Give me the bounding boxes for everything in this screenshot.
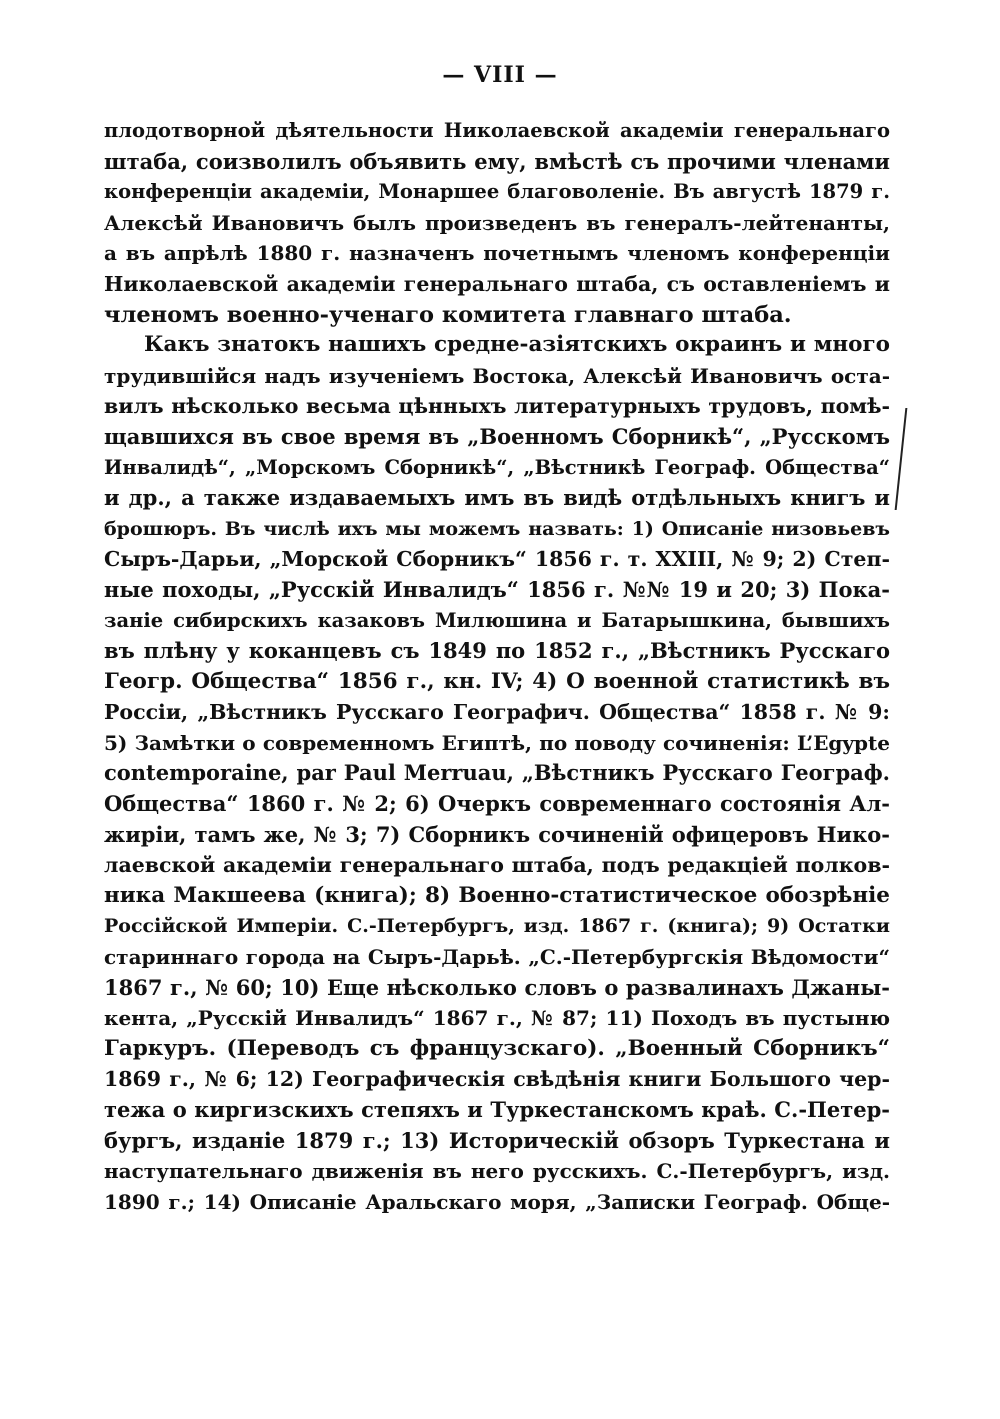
- text-line: Общества“ 1860 г. № 2; 6) Очеркъ современнаго состоянія Ал-: [104, 791, 890, 817]
- text-line: ные походы, „Русскій Инвалидъ“ 1856 г. №№ 19 и 20; 3) Пока-: [104, 576, 890, 602]
- text-line: Алексѣй Ивановичъ былъ произведенъ въ генералъ-лейтенанты,: [104, 210, 890, 235]
- margin-line-mark: [895, 408, 912, 510]
- text-line: трудившійся надъ изученіемъ Востока, Алексѣй Ивановичъ оста-: [104, 363, 890, 388]
- text-line: Геогр. Общества“ 1856 г., кн. IV; 4) О военной статистикѣ въ: [104, 668, 890, 694]
- paragraph-1: [104, 116, 890, 330]
- text-line: вилъ нѣсколько весьма цѣнныхъ литературныхъ трудовъ, помѣ-: [104, 394, 890, 419]
- text-line: стариннаго города на Сыръ-Дарьѣ. „С.-Петербургскія Вѣдомости“: [104, 945, 890, 970]
- text-line: заніе сибирскихъ казаковъ Милюшина и Батарышкина, бывшихъ: [104, 608, 890, 632]
- text-line: тежа о киргизскихъ степяхъ и Туркестанскомъ краѣ. С.-Петер-: [104, 1097, 890, 1122]
- text-line: 5) Замѣтки о современномъ Египтѣ, по поводу сочиненія: L’Egypte: [104, 730, 890, 755]
- text-line: штаба, соизволилъ объявить ему, вмѣстѣ съ прочими членами: [104, 148, 890, 174]
- text-line: жиріи, тамъ же, № 3; 7) Сборникъ сочиненій офицеровъ Нико-: [104, 821, 890, 847]
- text-line: кента, „Русскій Инвалидъ“ 1867 г., № 87; 11) Походъ въ пустыню: [104, 1006, 890, 1031]
- text-line: 1869 г., № 6; 12) Географическія свѣдѣнія книги Большого чер-: [104, 1067, 890, 1092]
- text-line: Россіи, „Вѣстникъ Русскаго Географич. Общества“ 1858 г. № 9:: [104, 700, 890, 725]
- text-line: Николаевской академіи генеральнаго штаба, съ оставленіемъ и: [104, 271, 890, 296]
- text-line: бургъ, изданіе 1879 г.; 13) Историческій обзоръ Туркестана и: [104, 1127, 890, 1153]
- text-line: Инвалидѣ“, „Морскомъ Сборникѣ“, „Вѣстникѣ Географ. Общества“: [104, 455, 890, 479]
- text-line: Россійской Имперіи. С.-Петербургъ, изд. 1867 г. (книга); 9) Остатки: [104, 915, 890, 938]
- text-line: 1890 г.; 14) Описаніе Аральскаго моря, „Записки Географ. Обще-: [104, 1189, 890, 1214]
- text-line: 1867 г., № 60; 10) Еще нѣсколько словъ о развалинахъ Джаны-: [104, 974, 890, 1000]
- text-line: а въ апрѣлѣ 1880 г. назначенъ почетнымъ членомъ конференціи: [104, 241, 890, 266]
- text-line: въ плѣну у коканцевъ съ 1849 по 1852 г., „Вѣстникъ Русскаго: [104, 638, 890, 664]
- paragraph-2: [104, 330, 890, 1217]
- text-line: щавшихся въ свое время въ „Военномъ Сборникѣ“, „Русскомъ: [104, 423, 890, 449]
- page-number: — VIII —: [442, 62, 558, 88]
- text-line: наступательнаго движенія въ него русскихъ. С.-Петербургъ, изд.: [104, 1159, 890, 1184]
- text-line: Гаркуръ. (Переводъ съ французскаго). „Военный Сборникъ“: [104, 1035, 890, 1061]
- text-line: лаевской академіи генеральнаго штаба, подъ редакціей полков-: [104, 853, 890, 878]
- text-line: contemporaine, par Paul Merruau, „Вѣстникъ Русскаго Географ.: [104, 760, 890, 786]
- text-line: конференціи академіи, Монаршее благоволеніе. Въ августѣ 1879 г.: [104, 180, 890, 204]
- text-line: членомъ военно-ученаго комитета главнаго штаба.: [104, 301, 792, 328]
- text-line: ника Макшеева (книга); 8) Военно-статистическое обозрѣніе: [104, 882, 890, 908]
- text-line: плодотворной дѣятельности Николаевской академіи генеральнаго: [104, 119, 890, 142]
- body-text: [104, 116, 890, 1217]
- text-line: Сыръ-Дарьи, „Морской Сборникъ“ 1856 г. т. XXIII, № 9; 2) Степ-: [104, 547, 890, 572]
- text-line: и др., а также издаваемыхъ имъ въ видѣ отдѣльныхъ книгъ и: [104, 485, 890, 511]
- text-line: Какъ знатокъ нашихъ средне-азіятскихъ окраинъ и много: [144, 332, 890, 358]
- text-line: брошюръ. Въ числѣ ихъ мы можемъ назвать: 1) Описаніе низовьевъ: [104, 517, 890, 540]
